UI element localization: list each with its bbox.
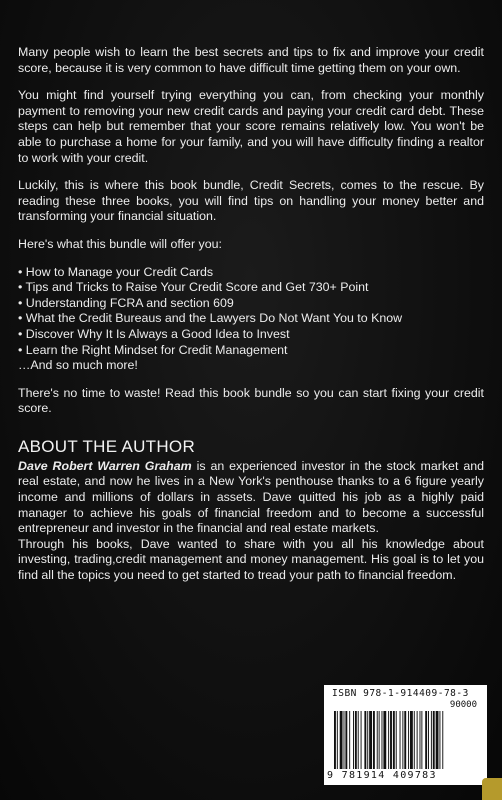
publisher-seal: [482, 778, 502, 800]
intro-paragraph: You might find yourself trying everything you can, from checking your monthly payment to removing your new credit cards and paying your credit card debt. These steps can help but remember that your score remains relatively low. You won't be able to purchase a home for your family, and you will have difficulty finding a realtor to work with your credit.: [18, 88, 484, 165]
barcode-bar: [355, 711, 357, 769]
barcode-bar: [428, 711, 429, 769]
intro-paragraph: Luckily, this is where this book bundle, Credit Secrets, comes to the rescue. By reading these three books, you will find tips on handling your money better and transforming your financial situation.: [18, 178, 484, 224]
barcode-bar: [436, 711, 439, 769]
barcode-bar: [353, 711, 354, 769]
barcode-bar: [408, 711, 409, 769]
author-bio: [18, 459, 484, 584]
barcode-bar: [364, 711, 366, 769]
barcode-bar: [402, 711, 403, 769]
barcode-bar: [417, 711, 418, 769]
barcode-bar: [345, 711, 347, 769]
barcode-bar: [373, 711, 375, 769]
barcode-bar: [421, 711, 422, 769]
back-cover-text: [18, 45, 484, 584]
barcode-bar: [349, 711, 350, 769]
barcode-bar: [442, 711, 443, 769]
offers-list: [18, 265, 484, 374]
closing-paragraph: There's no time to waste! Read this book bundle so you can start fixing your credit score.: [18, 385, 484, 416]
barcode-bar: [404, 711, 406, 769]
barcode-bar: [414, 711, 415, 769]
about-author-heading: ABOUT THE AUTHOR: [18, 436, 196, 456]
barcode-bar: [379, 711, 380, 769]
list-item: • Understanding FCRA and section 609: [18, 295, 234, 310]
list-intro: Here's what this bundle will offer you:: [18, 236, 222, 251]
barcode-bar: [420, 711, 421, 769]
ean-digits: 9 781914 409783: [327, 770, 437, 781]
author-name: Dave Robert Warren Graham: [18, 458, 192, 473]
barcode-bar: [433, 711, 435, 769]
barcode-bar: [439, 711, 440, 769]
list-item: • Learn the Right Mindset for Credit Management: [18, 342, 288, 357]
list-item: • How to Manage your Credit Cards: [18, 264, 214, 279]
list-item: • Discover Why It Is Always a Good Idea to Invest: [18, 326, 290, 341]
author-bio-text: is an experienced investor in the stock market and real estate, and now he lives in a New York's penthouse thanks to a 6 figure yearly income and millions of dollars in assets. Dave quitted his job as a highly paid manager to achieve his goals of financial freedom and to become a successful entrepreneur and investor in the financial and real estate markets.: [18, 458, 484, 536]
author-bio-text: Through his books, Dave wanted to share with you all his knowledge about investing, trading,credit management and money management. His goal is to let you find all the topics you need to get started to tread your path to financial freedom.: [18, 536, 484, 583]
barcode-bar: [358, 711, 359, 769]
barcode-bar: [361, 711, 362, 769]
barcode-bar: [388, 711, 389, 769]
barcode-bar: [393, 711, 395, 769]
barcode-bar: [400, 711, 401, 769]
list-item: • Tips and Tricks to Raise Your Credit Score and Get 730+ Point: [18, 280, 369, 295]
isbn-barcode: [324, 685, 487, 785]
list-item: • What the Credit Bureaus and the Lawyers Do Not Want You to Know: [18, 311, 403, 326]
barcode-bar: [340, 711, 343, 769]
isbn-number: ISBN 978-1-914409-78-3: [332, 688, 469, 699]
list-item: …And so much more!: [18, 358, 138, 373]
barcode-bar: [367, 711, 368, 769]
barcode-bars: [334, 711, 477, 769]
barcode-bar: [383, 711, 386, 769]
barcode-bar: [337, 711, 338, 769]
barcode-bar: [334, 711, 336, 769]
price-code: 90000: [449, 700, 477, 710]
barcode-bar: [410, 711, 413, 769]
barcode-bar: [369, 711, 372, 769]
barcode-bar: [431, 711, 432, 769]
barcode-bar: [382, 711, 383, 769]
intro-paragraph: Many people wish to learn the best secrets and tips to fix and improve your credit score, because it is very common to have difficult time getting them on your own.: [18, 45, 484, 75]
barcode-bar: [377, 711, 378, 769]
barcode-bar: [344, 711, 345, 769]
barcode-bar: [396, 711, 397, 769]
barcode-bar: [390, 711, 392, 769]
barcode-bar: [425, 711, 427, 769]
